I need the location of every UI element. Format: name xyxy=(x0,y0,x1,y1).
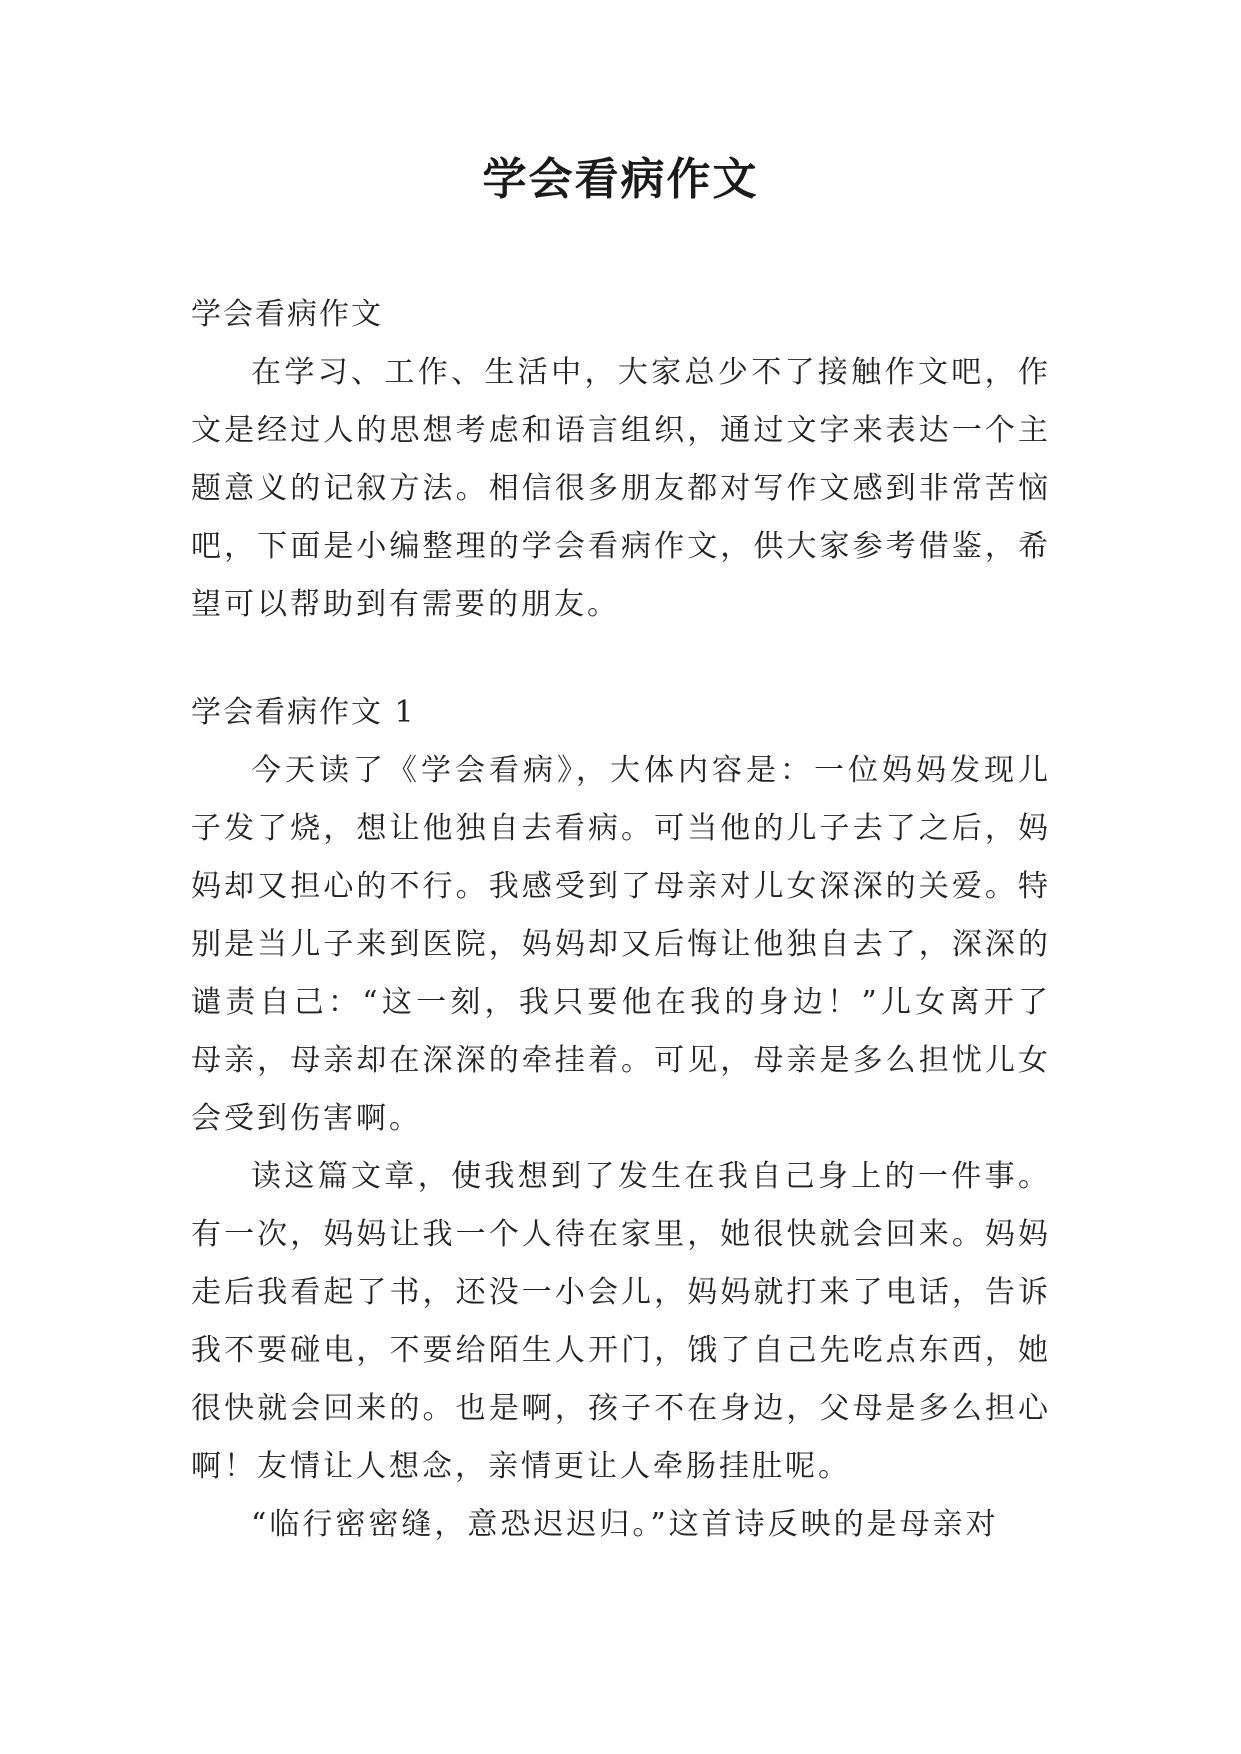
section-spacer xyxy=(191,634,1051,684)
section1-paragraph-3: “临行密密缝，意恐迟迟归。”这首诗反映的是母亲对 xyxy=(251,1507,999,1542)
intro-heading: 学会看病作文 xyxy=(191,297,383,332)
intro-paragraph: 在学习、工作、生活中，大家总少不了接触作文吧，作文是经过人的思想考虑和语言组织，通过文字来表达一个主题意义的记叙方法。相信很多朋友都对写作文感到非常苦恼吧，下面是小编整理的学会看病作文，供大家参考借鉴，希望可以帮助到有需要的朋友。 xyxy=(191,355,1051,622)
section1-paragraph-2: 读这篇文章，使我想到了发生在我自己身上的一件事。有一次，妈妈让我一个人待在家里，她很快就会回来。妈妈走后我看起了书，还没一小会儿，妈妈就打来了电话，告诉我不要碰电，不要给陌生人开门，饿了自己先吃点东西，她很快就会回来的。也是啊，孩子不在身边，父母是多么担心啊！友情让人想念，亲情更让人牵肠挂肚呢。 xyxy=(191,1159,1051,1484)
document-title: 学会看病作文 xyxy=(482,154,759,205)
section1-paragraph-1: 今天读了《学会看病》，大体内容是：一位妈妈发现儿子发了烧，想让他独自去看病。可当他的儿子去了之后，妈妈却又担心的不行。我感受到了母亲对儿女深深的关爱。特别是当儿子来到医院，妈妈却又后悔让他独自去了，深深的谴责自己：“这一刻，我只要他在我的身边！”儿女离开了母亲，母亲却在深深的牵挂着。可见，母亲是多么担忧儿女会受到伤害啊。 xyxy=(191,753,1051,1136)
section1-heading: 学会看病作文 1 xyxy=(191,695,416,730)
document-body xyxy=(191,286,1051,1554)
